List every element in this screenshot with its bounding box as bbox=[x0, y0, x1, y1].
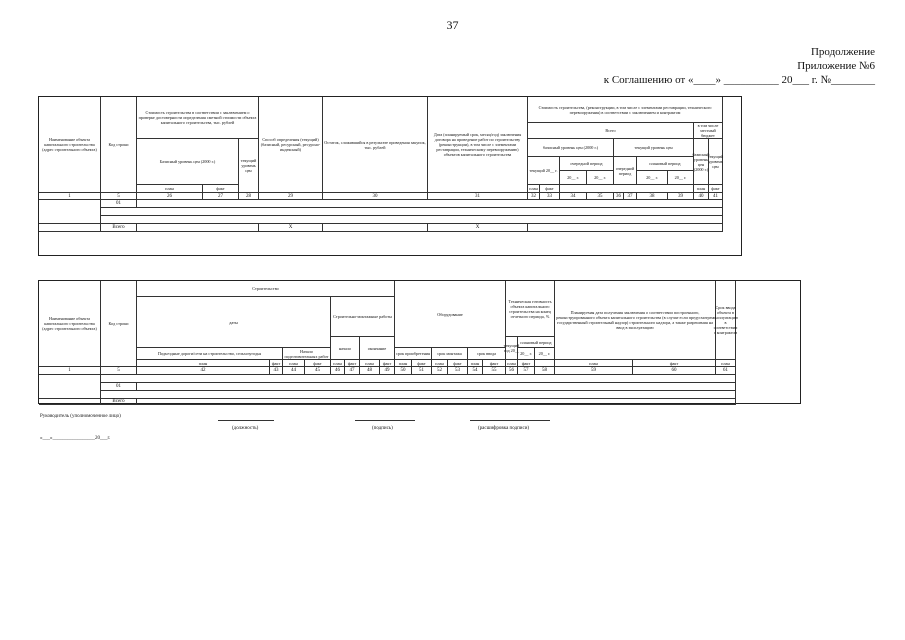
t1-colnum: 37 bbox=[624, 193, 637, 200]
t1-spacer bbox=[560, 185, 694, 193]
t2-h-install: срок монтажа bbox=[432, 348, 468, 360]
t1-total-cells bbox=[323, 224, 428, 232]
t2-plan: план bbox=[360, 360, 380, 367]
t1-h-name: Наименование объекта капитального строительства (адрес строительного объекта) bbox=[39, 97, 101, 193]
t2-row-empty bbox=[101, 391, 736, 399]
t2-fact: факт bbox=[305, 360, 331, 367]
t2-fact: факт bbox=[412, 360, 432, 367]
t1-colnum: 36 bbox=[614, 193, 624, 200]
t2-fact: факт bbox=[483, 360, 506, 367]
t1-h-cur: текущий уровень цен bbox=[239, 139, 259, 193]
t2-h-curyear: текущий год 20__ bbox=[506, 337, 518, 360]
t2-colnum: 57 bbox=[518, 367, 535, 375]
t2-row-empty bbox=[101, 375, 736, 383]
t1-row-name bbox=[39, 200, 101, 224]
signature-decode-caption: (расшифровка подписи) bbox=[478, 426, 530, 431]
t2-colnum: 55 bbox=[483, 367, 506, 375]
t1-row-empty bbox=[101, 208, 723, 216]
t1-colnum: 30 bbox=[323, 193, 428, 200]
t1-colnum: 27 bbox=[203, 193, 239, 200]
t2-h-name: Наименование объекта капитального строительства (адрес строительного объекта) bbox=[39, 281, 101, 367]
signature-line-position bbox=[218, 420, 274, 421]
t2-colnum: 59 bbox=[555, 367, 633, 375]
t2-h-y1: 20__ г. bbox=[518, 348, 535, 360]
table-2 bbox=[38, 280, 801, 404]
t1-colnum: 26 bbox=[137, 193, 203, 200]
t1-colnum: 32 bbox=[528, 193, 540, 200]
t1-fact: факт bbox=[203, 185, 239, 193]
t1-h-date: Дата (планируемый срок, месяц/год) заключения договора на проведение работ по строительству (реконструкции), в том числе с элементами реставрации, техническому перевооружению) объектов капитального строительства bbox=[428, 97, 528, 193]
t2-h-ready: Техническая готовность объекта капитального строительства на конец отчетного периода, % bbox=[506, 281, 555, 337]
t1-h-year2: 20__ г. bbox=[587, 171, 614, 185]
t2-colnum: 53 bbox=[448, 367, 468, 375]
t1-total-label: Всего bbox=[101, 224, 137, 232]
t2-colnum: 44 bbox=[283, 367, 305, 375]
t2-h-code: Код строки bbox=[101, 281, 137, 367]
t1-h-remain: Остаток, сложившийся в результате проведения закупок, тыс. рублей bbox=[323, 97, 428, 193]
signature-line-sign bbox=[355, 420, 415, 421]
t1-total-cells bbox=[137, 224, 259, 232]
t1-colnum: 1 bbox=[39, 193, 101, 200]
t1-row-empty bbox=[101, 216, 723, 224]
t2-fact: факт bbox=[633, 360, 716, 367]
t2-h-dates: даты bbox=[137, 297, 331, 348]
t2-colnum: 43 bbox=[270, 367, 283, 375]
t2-plan: план bbox=[283, 360, 305, 367]
t1-total-cells bbox=[528, 224, 723, 232]
t2-h-equip: Оборудование bbox=[395, 281, 506, 348]
t1-x-mark: X bbox=[428, 224, 528, 232]
t1-h-incl: в том числе местный бюджет bbox=[694, 123, 723, 139]
t1-row-code: 01 bbox=[101, 200, 137, 208]
signature-date: «___»_________________20___г. bbox=[40, 436, 111, 441]
t2-total-label: Всего bbox=[101, 399, 137, 405]
t2-h-term: Срок ввода объекта в эксплуатацию в соответствии с контрактом bbox=[716, 281, 736, 360]
t1-h-year3: 20__ г. bbox=[637, 171, 668, 185]
t1-colnum: 33 bbox=[540, 193, 560, 200]
signature-sign-caption: (подпись) bbox=[372, 426, 393, 431]
t1-colnum: 34 bbox=[560, 193, 587, 200]
header-appendix: Приложение №6 bbox=[797, 60, 875, 72]
t2-colnum: 56 bbox=[506, 367, 518, 375]
t1-h-plan: плановый период bbox=[637, 157, 694, 171]
t2-h-sub2: Начало подготовительных работ bbox=[283, 348, 331, 360]
t2-colnum: 61 bbox=[716, 367, 736, 375]
t1-plan: план bbox=[528, 185, 540, 193]
t1-h-year4: 20__ г. bbox=[668, 171, 694, 185]
t2-colnum: 52 bbox=[432, 367, 448, 375]
t2-fact: факт bbox=[270, 360, 283, 367]
t1-h-curyear: текущий 20__ г. bbox=[528, 157, 560, 185]
t1-plan: план bbox=[137, 185, 203, 193]
t2-colnum: 1 bbox=[39, 367, 101, 375]
t1-h-next2: очередной период bbox=[614, 157, 637, 185]
t2-colnum: 50 bbox=[395, 367, 412, 375]
t2-row-code: 01 bbox=[101, 383, 137, 391]
page-number: 37 bbox=[446, 18, 459, 32]
t1-h-total: Всего bbox=[528, 123, 694, 139]
t1-fact: факт bbox=[540, 185, 560, 193]
t2-plan: план bbox=[331, 360, 345, 367]
t1-row-cells bbox=[137, 200, 723, 208]
signature-label: Руководитель (уполномоченное лицо) bbox=[40, 414, 121, 419]
signature-line-decode bbox=[470, 420, 550, 421]
t1-fact: факт bbox=[709, 185, 723, 193]
t2-total-spacer bbox=[39, 399, 101, 405]
t2-fact: факт bbox=[448, 360, 468, 367]
t1-h-year1: 20__ г. bbox=[560, 171, 587, 185]
t2-colnum: 58 bbox=[535, 367, 555, 375]
t2-h-start: начало bbox=[331, 337, 360, 360]
t2-plan: план bbox=[506, 360, 518, 367]
header-agreement: к Соглашению от «____» __________ 20___ г. №________ bbox=[603, 74, 875, 86]
t2-plan: план bbox=[432, 360, 448, 367]
t2-colnum: 45 bbox=[305, 367, 331, 375]
t2-h-planper: плановый период bbox=[518, 337, 555, 348]
t1-total-spacer bbox=[39, 224, 101, 232]
t1-colnum: 28 bbox=[239, 193, 259, 200]
t2-plan: план bbox=[468, 360, 483, 367]
t1-h-cost: Стоимость строительства в соответствии с заключением о проверке достоверности определения сметной стоимости объекта капитального строительства, тыс. рублей bbox=[137, 97, 259, 139]
t1-colnum: 5 bbox=[101, 193, 137, 200]
t1-plan: план bbox=[694, 185, 709, 193]
t1-h-next: очередной период bbox=[560, 157, 614, 171]
t1-h-basis-short: базисный уровень цен (2000 г.) bbox=[694, 139, 709, 185]
header-continuation: Продолжение bbox=[810, 46, 875, 58]
t1-x-mark: X bbox=[259, 224, 323, 232]
t2-plan: план bbox=[137, 360, 270, 367]
t2-colnum: 54 bbox=[468, 367, 483, 375]
t2-spacer bbox=[535, 360, 555, 367]
t2-colnum: 48 bbox=[360, 367, 380, 375]
t1-h-base: Базисный уровень цен (2000 г.) bbox=[137, 139, 239, 185]
t2-h-constr: Строительство bbox=[137, 281, 395, 297]
t1-colnum: 35 bbox=[587, 193, 614, 200]
t1-h-code: Код строки bbox=[101, 97, 137, 193]
signature-position-caption: (должность) bbox=[232, 426, 259, 431]
t2-row-name bbox=[39, 375, 101, 399]
t1-colnum: 29 bbox=[259, 193, 323, 200]
t2-colnum: 47 bbox=[345, 367, 360, 375]
t1-h-top: Стоимость строительства, (реконструкции, в том числе с элементами реставрации, технического перевооружения) в соответствии с заключением и контрактом bbox=[528, 97, 723, 123]
t2-plan: план bbox=[395, 360, 412, 367]
t1-colnum: 41 bbox=[709, 193, 723, 200]
t2-h-smr: Строительно-монтажные работы bbox=[331, 297, 395, 337]
t2-h-launch: срок ввода bbox=[468, 348, 506, 360]
t1-h-basis: базисный уровень цен (2000 г.) bbox=[528, 139, 614, 157]
t2-fact: факт bbox=[518, 360, 535, 367]
t1-colnum: 38 bbox=[637, 193, 668, 200]
t2-total-cells bbox=[137, 399, 736, 405]
t2-colnum: 42 bbox=[137, 367, 270, 375]
t2-h-buy: срок приобретения bbox=[395, 348, 432, 360]
t2-row-cells bbox=[137, 383, 736, 391]
t2-h-end: окончание bbox=[360, 337, 395, 360]
t2-h-plandate: Планируемая дата получения заключения о соответствии построенного, реконструированного объекта капитального строительства (в случае если предусмотрен государственный строительный надзор) строительного надзора, а также разрешения на ввод в эксплуатацию bbox=[555, 281, 716, 360]
t2-colnum: 51 bbox=[412, 367, 432, 375]
t2-colnum: 46 bbox=[331, 367, 345, 375]
t2-h-y2: 20__ г. bbox=[535, 348, 555, 360]
t1-h-method: Способ определения (текущий) (базисный, ресурсный, ресурсно-индексный) bbox=[259, 97, 323, 193]
t1-colnum: 39 bbox=[668, 193, 694, 200]
t2-h-sub1: Подъездные дороги/сети на строительство, сельхозугодья bbox=[137, 348, 283, 360]
t2-plan: план bbox=[555, 360, 633, 367]
t1-colnum: 31 bbox=[428, 193, 528, 200]
t1-h-cur-short: текущий уровень цен bbox=[709, 139, 723, 185]
t2-fact: факт bbox=[345, 360, 360, 367]
t2-colnum: 60 bbox=[633, 367, 716, 375]
t2-colnum: 5 bbox=[101, 367, 137, 375]
t1-h-current: текущий уровень цен bbox=[614, 139, 694, 157]
t2-fact: факт bbox=[380, 360, 395, 367]
t2-plan: план bbox=[716, 360, 736, 367]
table-1 bbox=[38, 96, 742, 256]
t2-colnum: 49 bbox=[380, 367, 395, 375]
t1-colnum: 40 bbox=[694, 193, 709, 200]
